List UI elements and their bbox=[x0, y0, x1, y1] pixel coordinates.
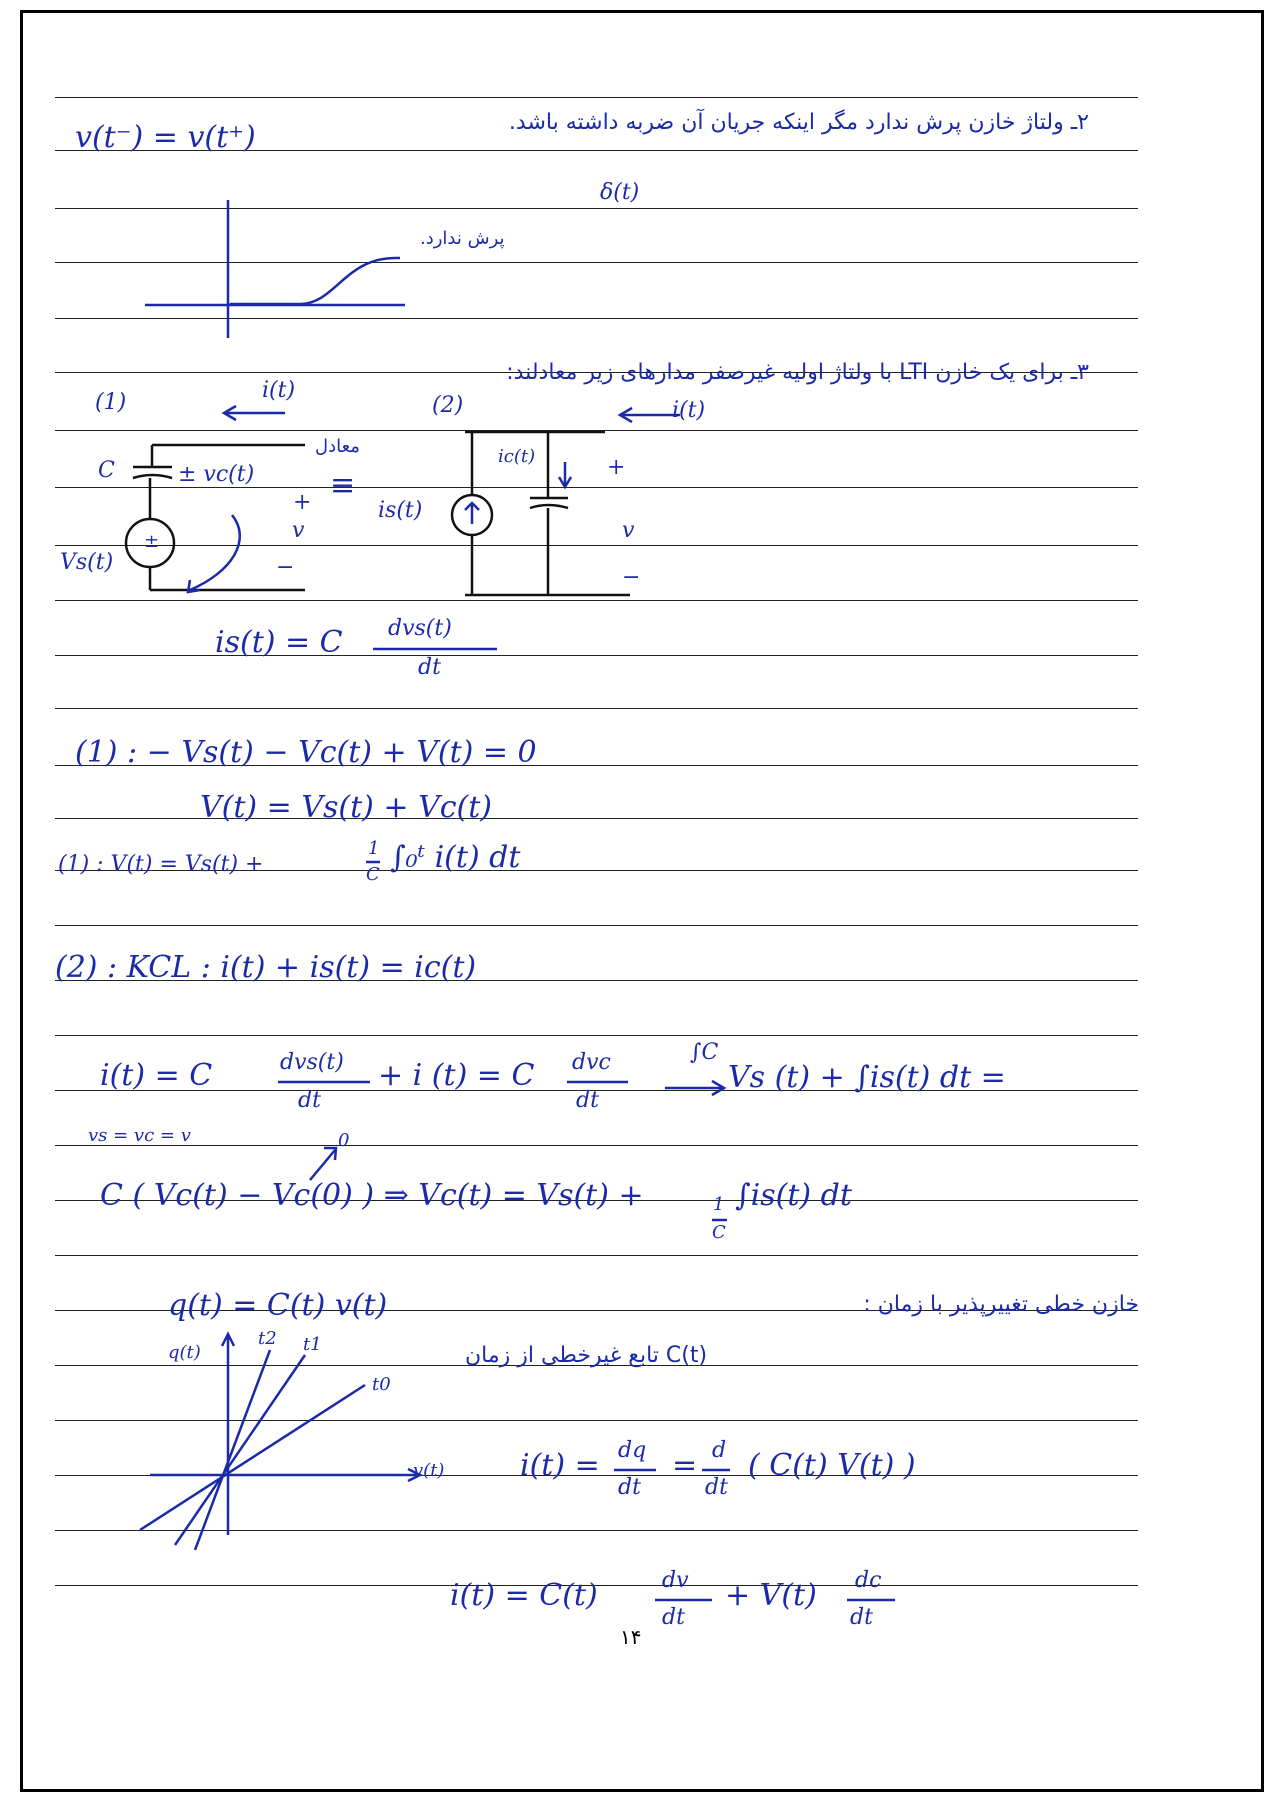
i-eq: = bbox=[672, 1448, 698, 1483]
eq1-int-den: C bbox=[366, 864, 380, 885]
page-number: ۱۴ bbox=[620, 1625, 642, 1649]
time-varying-heading: خازن خطی تغییرپذیر با زمان : bbox=[863, 1292, 1139, 1317]
deriv-lhs: i(t) = C bbox=[100, 1058, 213, 1093]
deriv-mid: + i (t) = C bbox=[378, 1058, 535, 1093]
eq1-kvl: (1) : − Vs(t) − Vc(t) + V(t) = 0 bbox=[75, 735, 537, 770]
deriv-den2: dt bbox=[576, 1088, 599, 1113]
c-step-tail: ∫is(t) dt bbox=[735, 1178, 852, 1213]
deriv-num2: dvc bbox=[572, 1050, 611, 1075]
i-den2: dt bbox=[705, 1475, 728, 1500]
equivalence-sign: ≡ bbox=[330, 468, 356, 503]
graph-line-t0: t0 bbox=[372, 1374, 391, 1395]
circuit1-vc-label: ± vc(t) bbox=[178, 462, 255, 487]
no-jump-note: پرش ندارد. bbox=[420, 228, 505, 249]
circuit2-minus: − bbox=[622, 565, 641, 590]
charge-voltage-graph bbox=[140, 1334, 420, 1550]
graph-line-t2: t2 bbox=[258, 1328, 277, 1349]
final-den2: dt bbox=[850, 1605, 873, 1630]
circuit1-source: Vs(t) bbox=[60, 550, 114, 575]
c-nonlinear-note: C(t) تابع غیرخطی از زمان bbox=[465, 1343, 708, 1368]
deriv-den1: dt bbox=[298, 1088, 321, 1113]
impulse-note: δ(t) bbox=[600, 180, 640, 205]
eq2-kcl: (2) : KCL : i(t) + is(t) = ic(t) bbox=[55, 950, 477, 985]
is-formula-lhs: is(t) = C bbox=[215, 625, 343, 660]
circuit1-current: i(t) bbox=[262, 378, 296, 403]
final-den1: dt bbox=[662, 1605, 685, 1630]
final-mid: + V(t) bbox=[725, 1578, 817, 1613]
circuit2-number: (2) bbox=[432, 393, 464, 418]
i-num2: d bbox=[712, 1438, 727, 1463]
item3-heading: ۳ـ برای یک خازن LTI با ولتاژ اولیه غیرصفر مدارهای زیر معادلند: bbox=[506, 360, 1089, 385]
q-equation: q(t) = C(t) v(t) bbox=[168, 1288, 388, 1323]
deriv-rhs: Vs (t) + ∫is(t) dt = bbox=[728, 1060, 1006, 1095]
i-lhs: i(t) = bbox=[520, 1448, 600, 1483]
circuit1-minus: − bbox=[276, 555, 295, 580]
eq1-v: V(t) = Vs(t) + Vc(t) bbox=[200, 790, 493, 825]
circuit2-cap-current: ic(t) bbox=[498, 446, 536, 467]
graph-x-label: v(t) bbox=[413, 1460, 445, 1481]
graph-y-label: q(t) bbox=[168, 1342, 201, 1363]
final-num2: dc bbox=[855, 1568, 882, 1593]
arrow-label: ∫C bbox=[690, 1040, 719, 1065]
circuit2-plus: + bbox=[607, 455, 626, 480]
circuit1-v: v bbox=[292, 518, 305, 543]
i-tail: ( C(t) V(t) ) bbox=[748, 1448, 916, 1483]
eq1-int-body: ∫₀ᵗ i(t) dt bbox=[390, 840, 521, 875]
c-step: C ( Vc(t) − Vc(0) ) ⇒ Vc(t) = Vs(t) + bbox=[100, 1178, 644, 1213]
circuit1-cap-label: C bbox=[98, 458, 115, 483]
circuit1-plus: + bbox=[293, 490, 312, 515]
i-num1: dq bbox=[618, 1438, 647, 1463]
circuit1-number: (1) bbox=[95, 390, 127, 415]
circuit1-source-sign: ± bbox=[144, 531, 160, 552]
equivalent-word: معادل bbox=[315, 436, 360, 457]
is-formula-num: dvs(t) bbox=[388, 616, 452, 641]
circuit2-source: is(t) bbox=[378, 498, 423, 523]
zero-mark: 0 bbox=[338, 1130, 350, 1151]
is-formula-den: dt bbox=[418, 655, 441, 680]
i-den1: dt bbox=[618, 1475, 641, 1500]
circuit-2 bbox=[452, 408, 680, 595]
circuit2-current: i(t) bbox=[672, 398, 706, 423]
circuit2-v: v bbox=[622, 518, 635, 543]
eq1-int-num: 1 bbox=[368, 838, 380, 859]
c-step-num: 1 bbox=[713, 1194, 725, 1215]
equal-voltages: vs = vc = v bbox=[88, 1125, 191, 1146]
item2-heading: ۲ـ ولتاژ خازن پرش ندارد مگر اینکه جریان آن ضربه داشته باشد. bbox=[508, 110, 1089, 135]
deriv-num1: dvs(t) bbox=[280, 1050, 344, 1075]
c-step-den: C bbox=[712, 1222, 726, 1243]
eq1-int-lhs: (1) : V(t) = Vs(t) + bbox=[58, 852, 264, 877]
final-lhs: i(t) = C(t) bbox=[450, 1578, 598, 1613]
voltage-continuity-graph bbox=[145, 200, 405, 338]
final-num1: dv bbox=[662, 1568, 689, 1593]
item2-equation: v(t⁻) = v(t⁺) bbox=[75, 120, 256, 155]
graph-line-t1: t1 bbox=[303, 1334, 322, 1355]
